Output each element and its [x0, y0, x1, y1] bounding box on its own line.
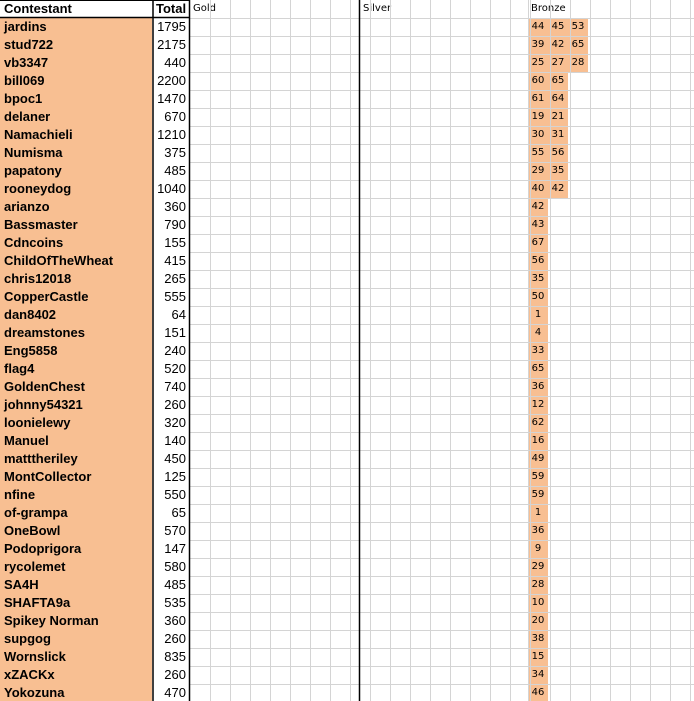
- table-row: [0, 396, 694, 414]
- table-row: [0, 432, 694, 450]
- total-cell[interactable]: 140: [164, 433, 186, 448]
- bronze-value-cell[interactable]: 40: [528, 180, 548, 198]
- total-cell[interactable]: 1470: [157, 91, 186, 106]
- total-cell[interactable]: 151: [164, 325, 186, 340]
- bronze-value-cell[interactable]: 34: [528, 666, 548, 684]
- bronze-value-cell[interactable]: 62: [528, 414, 548, 432]
- bronze-value-cell[interactable]: 21: [548, 108, 568, 126]
- bronze-value-cell[interactable]: 42: [528, 198, 548, 216]
- contestant-name-cell[interactable]: Cdncoins: [0, 234, 152, 252]
- contestant-name-cell[interactable]: GoldenChest: [0, 378, 152, 396]
- contestant-name-cell[interactable]: papatony: [0, 162, 152, 180]
- total-cell[interactable]: 670: [164, 109, 186, 124]
- bronze-value-cell[interactable]: 60: [528, 72, 548, 90]
- total-cell[interactable]: 64: [171, 307, 186, 322]
- total-cell[interactable]: 835: [164, 649, 186, 664]
- table-row: [0, 504, 694, 522]
- contestant-name-cell[interactable]: Podoprigora: [0, 540, 152, 558]
- contestant-name-cell[interactable]: OneBowl: [0, 522, 152, 540]
- total-cell[interactable]: 790: [164, 217, 186, 232]
- bronze-value-cell[interactable]: 28: [568, 54, 588, 72]
- bronze-value-cell[interactable]: 50: [528, 288, 548, 306]
- bronze-value-cell[interactable]: 35: [528, 270, 548, 288]
- total-cell[interactable]: 570: [164, 523, 186, 538]
- contestant-name-cell[interactable]: dreamstones: [0, 324, 152, 342]
- contestant-name-cell[interactable]: rooneydog: [0, 180, 152, 198]
- table-row: [0, 594, 694, 612]
- total-cell[interactable]: 550: [164, 487, 186, 502]
- total-cell[interactable]: 260: [164, 631, 186, 646]
- total-cell[interactable]: 375: [164, 145, 186, 160]
- bronze-value-cell[interactable]: 9: [528, 540, 548, 558]
- bronze-value-cell[interactable]: 49: [528, 450, 548, 468]
- contestant-name-cell[interactable]: of-grampa: [0, 504, 152, 522]
- header-gold[interactable]: Gold: [193, 3, 216, 14]
- total-cell[interactable]: 240: [164, 343, 186, 358]
- table-row: [0, 18, 694, 36]
- bronze-value-cell[interactable]: 19: [528, 108, 548, 126]
- contestant-name-cell[interactable]: Yokozuna: [0, 684, 152, 701]
- table-row: [0, 162, 694, 180]
- total-cell[interactable]: 470: [164, 685, 186, 700]
- table-row: [0, 198, 694, 216]
- total-cell[interactable]: 1795: [157, 19, 186, 34]
- bronze-value-cell[interactable]: 15: [528, 648, 548, 666]
- contestant-name-cell[interactable]: Bassmaster: [0, 216, 152, 234]
- table-row: [0, 306, 694, 324]
- total-cell[interactable]: 415: [164, 253, 186, 268]
- total-cell[interactable]: 125: [164, 469, 186, 484]
- table-row: [0, 450, 694, 468]
- contestant-name-cell[interactable]: delaner: [0, 108, 152, 126]
- table-row: [0, 540, 694, 558]
- bronze-value-cell[interactable]: 10: [528, 594, 548, 612]
- contestant-name-cell[interactable]: bpoc1: [0, 90, 152, 108]
- contestant-name-cell[interactable]: johnny54321: [0, 396, 152, 414]
- table-row: [0, 108, 694, 126]
- header-bronze[interactable]: Bronze: [531, 3, 566, 14]
- bronze-value-cell[interactable]: 27: [548, 54, 568, 72]
- bronze-value-cell[interactable]: 42: [548, 180, 568, 198]
- total-cell[interactable]: 440: [164, 55, 186, 70]
- total-cell[interactable]: 260: [164, 397, 186, 412]
- total-cell[interactable]: 555: [164, 289, 186, 304]
- table-row: [0, 90, 694, 108]
- contestant-name-cell[interactable]: dan8402: [0, 306, 152, 324]
- total-cell[interactable]: 1040: [157, 181, 186, 196]
- total-cell[interactable]: 360: [164, 613, 186, 628]
- bronze-value-cell[interactable]: 16: [528, 432, 548, 450]
- contestant-name-cell[interactable]: matttheriley: [0, 450, 152, 468]
- table-row: [0, 468, 694, 486]
- bronze-value-cell[interactable]: 39: [528, 36, 548, 54]
- table-row: [0, 360, 694, 378]
- table-row: [0, 144, 694, 162]
- table-row: [0, 486, 694, 504]
- total-cell[interactable]: 360: [164, 199, 186, 214]
- bronze-value-cell[interactable]: 20: [528, 612, 548, 630]
- table-row: [0, 126, 694, 144]
- bronze-value-cell[interactable]: 28: [528, 576, 548, 594]
- total-cell[interactable]: 485: [164, 577, 186, 592]
- table-row: [0, 666, 694, 684]
- contestant-name-cell[interactable]: nfine: [0, 486, 152, 504]
- table-row: [0, 342, 694, 360]
- total-cell[interactable]: 320: [164, 415, 186, 430]
- bronze-value-cell[interactable]: 46: [528, 684, 548, 701]
- total-cell[interactable]: 520: [164, 361, 186, 376]
- header-contestant[interactable]: Contestant: [0, 0, 152, 18]
- bronze-value-cell[interactable]: 25: [528, 54, 548, 72]
- table-row: [0, 54, 694, 72]
- bronze-value-cell[interactable]: 29: [528, 162, 548, 180]
- bronze-value-cell[interactable]: 59: [528, 468, 548, 486]
- table-row: [0, 324, 694, 342]
- table-row: [0, 684, 694, 701]
- contestant-name-cell[interactable]: Spikey Norman: [0, 612, 152, 630]
- total-cell[interactable]: 2200: [157, 73, 186, 88]
- bronze-value-cell[interactable]: 4: [528, 324, 548, 342]
- contestant-name-cell[interactable]: SHAFTA9a: [0, 594, 152, 612]
- total-cell[interactable]: 155: [164, 235, 186, 250]
- table-row: [0, 270, 694, 288]
- table-row: [0, 558, 694, 576]
- contestant-name-cell[interactable]: CopperCastle: [0, 288, 152, 306]
- contestant-name-cell[interactable]: stud722: [0, 36, 152, 54]
- contestant-name-cell[interactable]: loonielewy: [0, 414, 152, 432]
- bronze-value-cell[interactable]: 1: [528, 306, 548, 324]
- bronze-value-cell[interactable]: 31: [548, 126, 568, 144]
- total-cell[interactable]: 740: [164, 379, 186, 394]
- table-row: [0, 414, 694, 432]
- contestant-name-cell[interactable]: arianzo: [0, 198, 152, 216]
- contestant-name-cell[interactable]: MontCollector: [0, 468, 152, 486]
- total-cell[interactable]: 65: [171, 505, 186, 520]
- bronze-value-cell[interactable]: 53: [568, 18, 588, 36]
- contestant-name-cell[interactable]: rycolemet: [0, 558, 152, 576]
- contestant-name-cell[interactable]: Numisma: [0, 144, 152, 162]
- table-row: [0, 612, 694, 630]
- bronze-value-cell[interactable]: 1: [528, 504, 548, 522]
- bronze-value-cell[interactable]: 45: [548, 18, 568, 36]
- bronze-value-cell[interactable]: 56: [528, 252, 548, 270]
- bronze-value-cell[interactable]: 35: [548, 162, 568, 180]
- bronze-value-cell[interactable]: 38: [528, 630, 548, 648]
- contestant-name-cell[interactable]: Wornslick: [0, 648, 152, 666]
- contestant-name-cell[interactable]: bill069: [0, 72, 152, 90]
- total-cell[interactable]: 485: [164, 163, 186, 178]
- bronze-value-cell[interactable]: 65: [528, 360, 548, 378]
- table-row: [0, 36, 694, 54]
- bronze-value-cell[interactable]: 33: [528, 342, 548, 360]
- contestant-name-cell[interactable]: chris12018: [0, 270, 152, 288]
- table-row: [0, 648, 694, 666]
- table-row: [0, 252, 694, 270]
- contestant-name-cell[interactable]: jardins: [0, 18, 152, 36]
- contestant-name-cell[interactable]: Eng5858: [0, 342, 152, 360]
- contestant-name-cell[interactable]: Namachieli: [0, 126, 152, 144]
- header-silver[interactable]: Silver: [363, 3, 392, 14]
- bronze-value-cell[interactable]: 29: [528, 558, 548, 576]
- contestant-name-cell[interactable]: supgog: [0, 630, 152, 648]
- bronze-value-cell[interactable]: 59: [528, 486, 548, 504]
- total-cell[interactable]: 2175: [157, 37, 186, 52]
- total-cell[interactable]: 1210: [157, 127, 186, 142]
- table-row: [0, 234, 694, 252]
- contestant-name-cell[interactable]: xZACKx: [0, 666, 152, 684]
- total-cell[interactable]: 265: [164, 271, 186, 286]
- bronze-value-cell[interactable]: 64: [548, 90, 568, 108]
- total-cell[interactable]: 450: [164, 451, 186, 466]
- table-row: [0, 378, 694, 396]
- bronze-value-cell[interactable]: 42: [548, 36, 568, 54]
- bronze-value-cell[interactable]: 12: [528, 396, 548, 414]
- bronze-value-cell[interactable]: 36: [528, 378, 548, 396]
- total-cell[interactable]: 580: [164, 559, 186, 574]
- bronze-value-cell[interactable]: 65: [548, 72, 568, 90]
- table-row: [0, 630, 694, 648]
- table-row: [0, 180, 694, 198]
- contestant-name-cell[interactable]: vb3347: [0, 54, 152, 72]
- bronze-value-cell[interactable]: 30: [528, 126, 548, 144]
- header-total[interactable]: Total: [156, 1, 187, 16]
- table-row: [0, 72, 694, 90]
- table-row: [0, 216, 694, 234]
- total-cell[interactable]: 535: [164, 595, 186, 610]
- bronze-value-cell[interactable]: 61: [528, 90, 548, 108]
- contestant-name-cell[interactable]: flag4: [0, 360, 152, 378]
- bronze-value-cell[interactable]: 43: [528, 216, 548, 234]
- total-cell[interactable]: 147: [164, 541, 186, 556]
- bronze-value-cell[interactable]: 36: [528, 522, 548, 540]
- table-row: [0, 576, 694, 594]
- bronze-value-cell[interactable]: 56: [548, 144, 568, 162]
- contestant-name-cell[interactable]: SA4H: [0, 576, 152, 594]
- contestant-name-cell[interactable]: ChildOfTheWheat: [0, 252, 152, 270]
- bronze-value-cell[interactable]: 65: [568, 36, 588, 54]
- table-row: [0, 522, 694, 540]
- bronze-value-cell[interactable]: 44: [528, 18, 548, 36]
- header-row: [0, 0, 694, 18]
- total-cell[interactable]: 260: [164, 667, 186, 682]
- bronze-value-cell[interactable]: 67: [528, 234, 548, 252]
- bronze-value-cell[interactable]: 55: [528, 144, 548, 162]
- contestant-name-cell[interactable]: Manuel: [0, 432, 152, 450]
- table-row: [0, 288, 694, 306]
